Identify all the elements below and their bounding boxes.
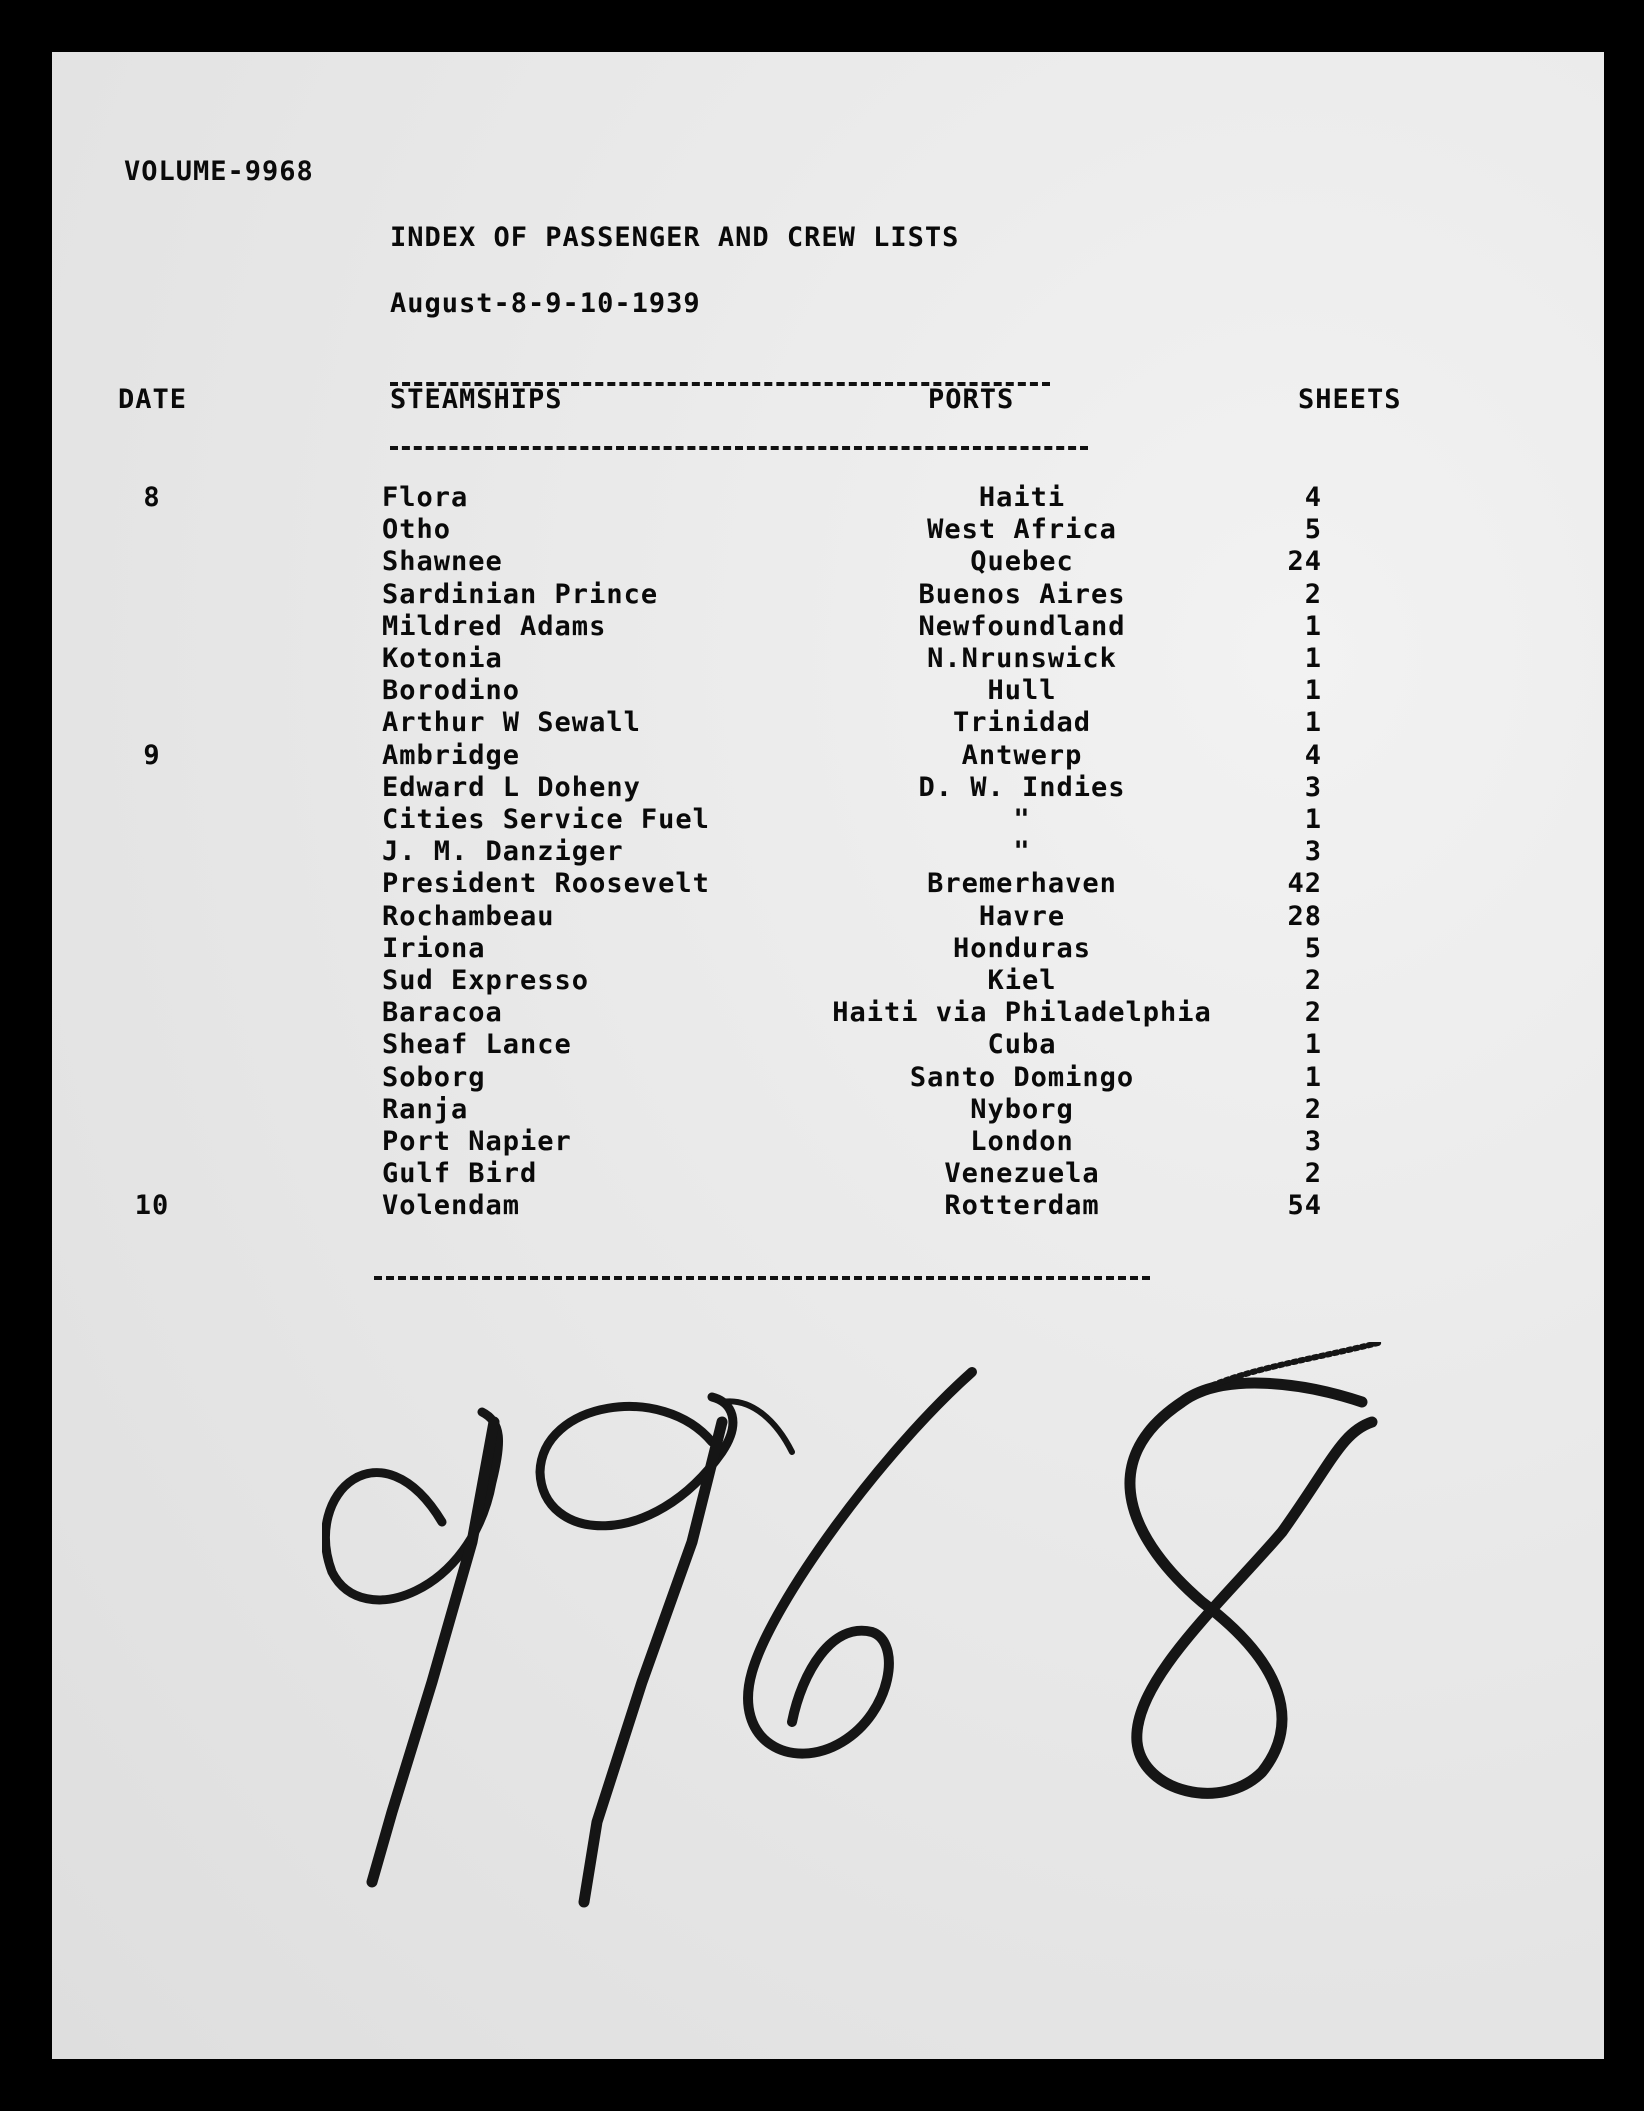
- row-sheets: 3: [1304, 1126, 1322, 1157]
- row-port: ": [1013, 804, 1031, 835]
- row-steamship: Baracoa: [382, 997, 503, 1029]
- row-sheets: 54: [1287, 1190, 1322, 1222]
- table-row: [52, 901, 1604, 933]
- row-port: London: [970, 1126, 1074, 1157]
- row-steamship: Volendam: [382, 1190, 521, 1222]
- row-steamship: Rochambeau: [382, 900, 555, 932]
- row-steamship: Ranja: [382, 1093, 469, 1125]
- table-row: [52, 933, 1604, 965]
- handwritten-volume-number: [322, 1342, 1502, 1962]
- row-sheets: 1: [1304, 675, 1322, 707]
- table-row: [52, 675, 1604, 707]
- row-port: Haiti: [978, 482, 1066, 513]
- table-row: [52, 997, 1604, 1029]
- row-sheets: 1: [1304, 707, 1322, 739]
- table-row: [52, 1094, 1604, 1126]
- row-port: Kiel: [987, 965, 1057, 996]
- row-sheets: 5: [1304, 514, 1322, 546]
- row-steamship: Kotonia: [382, 643, 503, 674]
- document-title: INDEX OF PASSENGER AND CREW LISTS: [390, 222, 960, 253]
- table-row: [52, 482, 1604, 514]
- document-page: [52, 52, 1604, 2059]
- column-header-sheets: SHEETS: [1298, 384, 1402, 415]
- row-port: Hull: [987, 675, 1057, 707]
- table-row: [52, 707, 1604, 739]
- table-row: [52, 740, 1604, 772]
- row-port: Quebec: [970, 546, 1074, 578]
- row-date: 10: [134, 1190, 170, 1222]
- table-end-rule: [374, 1276, 1150, 1280]
- row-port: Honduras: [952, 932, 1092, 964]
- row-steamship: Soborg: [382, 1061, 486, 1093]
- table-row: [52, 643, 1604, 675]
- row-port: Bremerhaven: [927, 868, 1117, 900]
- row-sheets: 5: [1304, 932, 1322, 964]
- row-date: 8: [143, 482, 161, 513]
- row-port: N.Nrunswick: [927, 643, 1117, 674]
- table-row: [52, 1062, 1604, 1094]
- row-sheets: 2: [1304, 1158, 1322, 1190]
- row-sheets: 3: [1304, 836, 1322, 868]
- row-port: Haiti via Philadelphia: [832, 997, 1212, 1029]
- table-row: [52, 546, 1604, 578]
- row-sheets: 1: [1304, 610, 1322, 642]
- table-row: [52, 868, 1604, 900]
- row-steamship: Flora: [382, 482, 469, 513]
- row-steamship: Iriona: [382, 932, 486, 964]
- row-port: Santo Domingo: [909, 1061, 1135, 1093]
- row-steamship: Sardinian Prince: [382, 578, 659, 610]
- row-sheets: 42: [1287, 868, 1322, 900]
- row-steamship: Otho: [382, 514, 452, 546]
- table-row: [52, 804, 1604, 836]
- row-port: Newfoundland: [918, 610, 1126, 642]
- header-bottom-rule: [390, 446, 1088, 450]
- row-port: West Africa: [927, 514, 1117, 546]
- index-table: [52, 482, 1604, 1242]
- row-port: Nyborg: [970, 1093, 1074, 1125]
- row-steamship: Edward L Doheny: [382, 771, 641, 803]
- row-date: 9: [143, 739, 161, 771]
- row-steamship: President Roosevelt: [382, 868, 710, 900]
- table-row: [52, 1126, 1604, 1158]
- row-sheets: 1: [1304, 804, 1322, 835]
- table-row: [52, 514, 1604, 546]
- row-steamship: Borodino: [382, 675, 521, 707]
- row-steamship: Shawnee: [382, 546, 503, 578]
- row-sheets: 3: [1304, 771, 1322, 803]
- table-row: [52, 611, 1604, 643]
- row-sheets: 24: [1287, 546, 1322, 578]
- table-row: [52, 772, 1604, 804]
- row-sheets: 2: [1304, 997, 1322, 1029]
- row-sheets: 2: [1304, 578, 1322, 610]
- table-row: [52, 1158, 1604, 1190]
- row-sheets: 1: [1304, 643, 1322, 674]
- row-sheets: 2: [1304, 1093, 1322, 1125]
- table-row: [52, 1190, 1604, 1222]
- row-steamship: Port Napier: [382, 1126, 572, 1157]
- row-sheets: 1: [1304, 1061, 1322, 1093]
- table-row: [52, 836, 1604, 868]
- row-port: Rotterdam: [944, 1190, 1100, 1222]
- row-port: D. W. Indies: [918, 771, 1126, 803]
- row-port: Venezuela: [944, 1158, 1100, 1190]
- column-header-steamships: STEAMSHIPS: [390, 384, 563, 415]
- row-port: Havre: [978, 900, 1066, 932]
- table-row: [52, 1029, 1604, 1061]
- row-steamship: J. M. Danziger: [382, 836, 624, 868]
- date-line: August-8-9-10-1939: [390, 288, 701, 319]
- table-row: [52, 965, 1604, 997]
- volume-label: VOLUME-9968: [124, 156, 314, 187]
- row-steamship: Mildred Adams: [382, 610, 607, 642]
- row-sheets: 28: [1287, 900, 1322, 932]
- row-sheets: 4: [1304, 482, 1322, 513]
- row-port: Trinidad: [952, 707, 1092, 739]
- row-port: Buenos Aires: [918, 578, 1126, 610]
- row-steamship: Sud Expresso: [382, 965, 590, 996]
- row-port: Cuba: [987, 1029, 1057, 1061]
- row-steamship: Gulf Bird: [382, 1158, 538, 1190]
- row-steamship: Arthur W Sewall: [382, 707, 641, 739]
- row-port: ": [1013, 836, 1031, 868]
- column-header-ports: PORTS: [928, 384, 1015, 415]
- column-header-date: DATE: [118, 384, 188, 415]
- row-port: Antwerp: [961, 739, 1083, 771]
- table-row: [52, 579, 1604, 611]
- row-steamship: Ambridge: [382, 739, 521, 771]
- row-sheets: 1: [1304, 1029, 1322, 1061]
- row-steamship: Sheaf Lance: [382, 1029, 572, 1061]
- row-sheets: 4: [1304, 739, 1322, 771]
- row-sheets: 2: [1304, 965, 1322, 996]
- row-steamship: Cities Service Fuel: [382, 804, 710, 835]
